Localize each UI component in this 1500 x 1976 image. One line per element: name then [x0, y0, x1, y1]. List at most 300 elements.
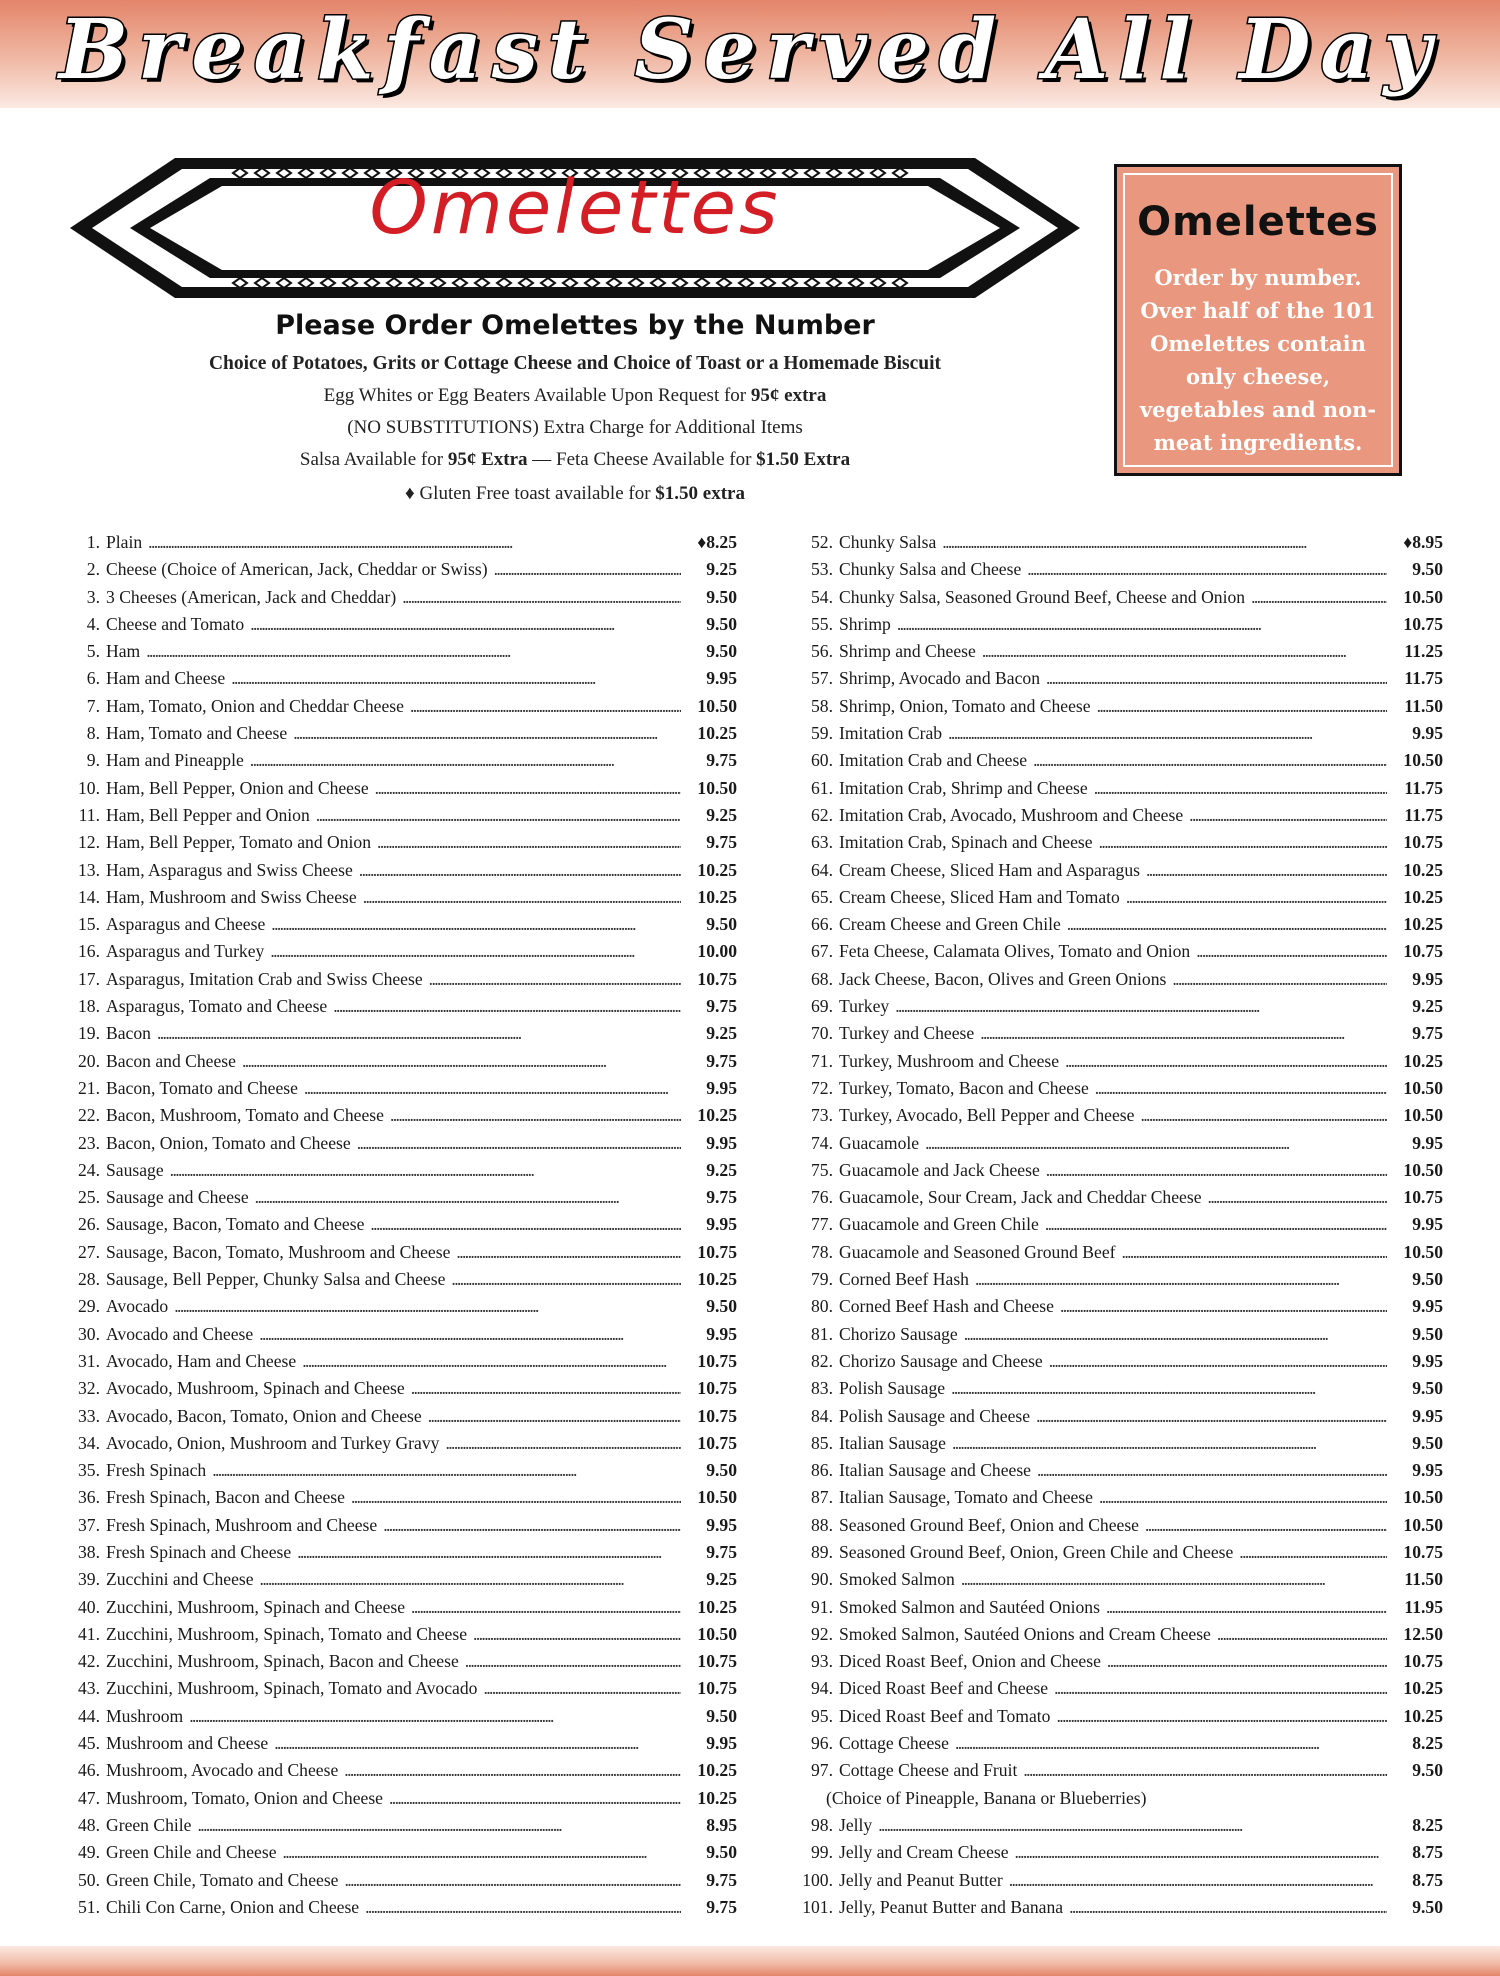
menu-item — [45, 911, 737, 938]
dot-leader — [897, 611, 1387, 638]
dot-leader — [483, 1675, 681, 1702]
item-price: 11.75 — [1404, 804, 1443, 825]
item-price: ♦8.25 — [697, 532, 737, 552]
menu-item — [45, 720, 737, 747]
item-number: 86. — [811, 1460, 833, 1481]
menu-item — [45, 1184, 737, 1211]
menu-item — [45, 747, 737, 774]
menu-item — [778, 1020, 1443, 1047]
item-name: Cheese (Choice of American, Jack, Cheddar or Swiss) — [106, 559, 488, 580]
egg-whites-note: Egg Whites or Egg Beaters Available Upon Request for 95¢ extra — [323, 385, 827, 406]
item-number: 76. — [811, 1187, 833, 1208]
item-price: 10.75 — [697, 1678, 737, 1699]
menu-item — [45, 1648, 737, 1675]
menu-item — [45, 1867, 737, 1894]
dot-leader — [1099, 1484, 1387, 1511]
item-name: Bacon, Tomato and Cheese — [106, 1077, 298, 1098]
item-name: Seasoned Ground Beef, Onion and Cheese — [839, 1514, 1139, 1535]
dot-leader — [1094, 775, 1387, 802]
menu-item — [778, 665, 1443, 692]
item-price: 10.75 — [697, 1432, 737, 1453]
menu-item — [45, 665, 737, 692]
item-name: Bacon, Onion, Tomato and Cheese — [106, 1132, 351, 1153]
item-name: Shrimp — [839, 613, 891, 634]
item-number: 11. — [78, 804, 100, 825]
item-name: Asparagus, Imitation Crab and Swiss Cheese — [106, 968, 423, 989]
item-name: Turkey, Avocado, Bell Pepper and Cheese — [839, 1105, 1135, 1126]
dot-leader — [255, 1184, 681, 1211]
item-name: (Choice of Pineapple, Banana or Blueberries) — [826, 1787, 1147, 1808]
item-number: 8. — [86, 723, 100, 744]
item-name: Jack Cheese, Bacon, Olives and Green Onions — [839, 968, 1167, 989]
item-number: 6. — [86, 668, 100, 689]
menu-item — [45, 1075, 737, 1102]
dot-leader — [1189, 802, 1387, 829]
item-number: 2. — [86, 559, 100, 580]
menu-item — [45, 1348, 737, 1375]
item-number: 7. — [86, 695, 100, 716]
item-price: 10.25 — [1403, 914, 1443, 935]
item-name: Cottage Cheese and Fruit — [839, 1760, 1018, 1781]
item-number: 44. — [78, 1705, 100, 1726]
item-number: 75. — [811, 1159, 833, 1180]
item-number: 92. — [811, 1623, 833, 1644]
dot-leader — [146, 638, 681, 665]
item-number: 12. — [78, 832, 100, 853]
menu-item — [45, 1266, 737, 1293]
dot-leader — [955, 1730, 1387, 1757]
item-price: 9.50 — [1412, 1896, 1443, 1917]
menu-item — [45, 1102, 737, 1129]
menu-item — [45, 584, 737, 611]
item-number: 34. — [78, 1432, 100, 1453]
gluten-free-note: ♦ Gluten Free toast available for $1.50 extra — [405, 483, 745, 504]
item-price: 9.50 — [706, 1460, 737, 1481]
item-name: Chili Con Carne, Onion and Cheese — [106, 1896, 360, 1917]
menu-item — [45, 884, 737, 911]
item-number: 69. — [811, 996, 833, 1017]
item-name: Sausage, Bacon, Tomato and Cheese — [106, 1214, 365, 1235]
item-number: 64. — [811, 859, 833, 880]
menu-item — [778, 1293, 1443, 1320]
item-price: 10.50 — [1403, 1514, 1443, 1535]
item-price: 9.75 — [706, 1541, 737, 1562]
dot-leader — [1015, 1839, 1387, 1866]
menu-item — [45, 1785, 737, 1812]
item-price: 9.95 — [1412, 1460, 1443, 1481]
item-name: Plain — [106, 532, 143, 552]
item-number: 40. — [78, 1596, 100, 1617]
item-number: 1. — [86, 532, 100, 552]
item-number: 33. — [78, 1405, 100, 1426]
item-name: Polish Sausage and Cheese — [839, 1405, 1031, 1426]
item-name: Turkey — [839, 996, 890, 1017]
item-number: 67. — [811, 941, 833, 962]
item-price: 9.50 — [1412, 559, 1443, 580]
dot-leader — [942, 529, 1387, 556]
item-name: Zucchini, Mushroom, Spinach, Tomato and Avocado — [106, 1678, 478, 1699]
item-name: Sausage — [106, 1159, 164, 1180]
dot-leader — [271, 911, 681, 938]
item-name: Ham, Tomato and Cheese — [106, 723, 288, 744]
menu-item — [778, 638, 1443, 665]
item-number: 37. — [78, 1514, 100, 1535]
menu-item — [45, 1048, 737, 1075]
item-number: 22. — [78, 1105, 100, 1126]
item-price: 9.50 — [706, 914, 737, 935]
menu-item — [778, 1703, 1443, 1730]
menu-item — [778, 693, 1443, 720]
item-name: Cottage Cheese — [839, 1733, 949, 1754]
dot-leader — [250, 611, 681, 638]
item-price: 9.50 — [1412, 1269, 1443, 1290]
item-name: Cream Cheese, Sliced Ham and Tomato — [839, 886, 1120, 907]
menu-item — [778, 1621, 1443, 1648]
item-price: 10.25 — [1403, 1050, 1443, 1071]
item-price: 9.25 — [706, 1159, 737, 1180]
menu-item — [45, 1730, 737, 1757]
item-name: Ham, Bell Pepper, Tomato and Onion — [106, 832, 372, 853]
item-number: 50. — [78, 1869, 100, 1890]
item-price: 10.00 — [697, 941, 737, 962]
item-name: Imitation Crab, Spinach and Cheese — [839, 832, 1093, 853]
dot-leader — [1045, 1211, 1387, 1238]
item-number: 52. — [811, 532, 833, 552]
item-number: 10. — [78, 777, 100, 798]
menu-item — [778, 1075, 1443, 1102]
menu-item — [778, 993, 1443, 1020]
item-number: 53. — [811, 559, 833, 580]
menu-item — [778, 829, 1443, 856]
item-price: 10.25 — [697, 723, 737, 744]
item-price: 10.25 — [697, 859, 737, 880]
item-name: Italian Sausage and Cheese — [839, 1460, 1031, 1481]
dot-leader — [304, 1075, 681, 1102]
item-number: 57. — [811, 668, 833, 689]
item-price: 9.50 — [1412, 1378, 1443, 1399]
item-number: 89. — [811, 1541, 833, 1562]
item-price: 9.50 — [1412, 1323, 1443, 1344]
item-name: Imitation Crab and Cheese — [839, 750, 1028, 771]
item-price: 9.95 — [1412, 968, 1443, 989]
menu-item — [45, 529, 737, 556]
item-number: 5. — [86, 641, 100, 662]
item-name: Diced Roast Beef and Cheese — [839, 1678, 1049, 1699]
item-number: 91. — [811, 1596, 833, 1617]
menu-item — [778, 857, 1443, 884]
item-name: Ham, Bell Pepper and Onion — [106, 804, 310, 825]
menu-item — [778, 1102, 1443, 1129]
menu-item — [45, 1894, 737, 1921]
item-number: 70. — [811, 1023, 833, 1044]
menu-item — [45, 1812, 737, 1839]
item-price: 9.75 — [706, 1896, 737, 1917]
menu-column-left — [45, 529, 737, 1921]
menu-item — [778, 1894, 1443, 1921]
item-price: 9.95 — [1412, 723, 1443, 744]
item-number: 94. — [811, 1678, 833, 1699]
dot-leader — [1046, 1157, 1387, 1184]
item-name: Guacamole and Green Chile — [839, 1214, 1039, 1235]
item-price: 10.50 — [1403, 750, 1443, 771]
item-number: 54. — [811, 586, 833, 607]
dot-leader — [1251, 584, 1387, 611]
item-name: Ham, Mushroom and Swiss Cheese — [106, 886, 357, 907]
item-price: 9.95 — [1412, 1296, 1443, 1317]
menu-item — [45, 1457, 737, 1484]
item-number: 17. — [78, 968, 100, 989]
item-name: Seasoned Ground Beef, Onion, Green Chile and Cheese — [839, 1541, 1234, 1562]
menu-item — [45, 857, 737, 884]
item-name: Zucchini, Mushroom, Spinach and Cheese — [106, 1596, 406, 1617]
item-number: 35. — [78, 1460, 100, 1481]
item-name: Sausage and Cheese — [106, 1187, 249, 1208]
item-price: 10.50 — [1403, 586, 1443, 607]
item-name: Guacamole and Seasoned Ground Beef — [839, 1241, 1116, 1262]
menu-item — [778, 1266, 1443, 1293]
item-price: 11.75 — [1404, 668, 1443, 689]
dot-leader — [1067, 911, 1387, 938]
item-number: 39. — [78, 1569, 100, 1590]
dot-leader — [1056, 1703, 1387, 1730]
menu-item — [778, 1375, 1443, 1402]
item-price: 9.50 — [1412, 1760, 1443, 1781]
item-number: 80. — [811, 1296, 833, 1317]
item-number: 72. — [811, 1077, 833, 1098]
item-name: Chunky Salsa, Seasoned Ground Beef, Cheese and Onion — [839, 586, 1246, 607]
item-price: 9.95 — [706, 1132, 737, 1153]
item-price: 10.25 — [697, 1105, 737, 1126]
item-number: 59. — [811, 723, 833, 744]
item-number: 4. — [86, 613, 100, 634]
menu-item — [45, 1484, 737, 1511]
menu-item — [45, 938, 737, 965]
item-name: Fresh Spinach — [106, 1460, 207, 1481]
dot-leader — [333, 993, 681, 1020]
dot-leader — [952, 1430, 1387, 1457]
dot-leader — [494, 556, 681, 583]
item-name: Green Chile — [106, 1814, 192, 1835]
item-number: 26. — [78, 1214, 100, 1235]
menu-item — [778, 1812, 1443, 1839]
dot-leader — [1122, 1239, 1387, 1266]
item-price: 10.50 — [1403, 1105, 1443, 1126]
menu-item — [45, 611, 737, 638]
dot-leader — [1036, 1403, 1387, 1430]
dot-leader — [1239, 1539, 1387, 1566]
dot-leader — [375, 775, 681, 802]
dot-leader — [428, 1403, 681, 1430]
menu-item — [778, 1048, 1443, 1075]
item-name: Mushroom — [106, 1705, 184, 1726]
item-name: Green Chile, Tomato and Cheese — [106, 1869, 339, 1890]
item-name: Guacamole, Sour Cream, Jack and Cheddar Cheese — [839, 1187, 1202, 1208]
menu-item — [778, 911, 1443, 938]
menu-item — [778, 1321, 1443, 1348]
item-number: 55. — [811, 613, 833, 634]
item-number: 84. — [811, 1405, 833, 1426]
dot-leader — [465, 1648, 681, 1675]
item-number: 16. — [78, 941, 100, 962]
dot-leader — [1208, 1184, 1387, 1211]
item-name: Zucchini and Cheese — [106, 1569, 254, 1590]
dot-leader — [1146, 857, 1387, 884]
dot-leader — [925, 1130, 1387, 1157]
menu-item — [45, 1157, 737, 1184]
item-name: Fresh Spinach, Bacon and Cheese — [106, 1487, 345, 1508]
menu-item — [45, 1321, 737, 1348]
item-price: 8.75 — [1412, 1842, 1443, 1863]
dot-leader — [1097, 693, 1387, 720]
dot-leader — [402, 584, 681, 611]
dot-leader — [231, 665, 681, 692]
item-price: 10.50 — [697, 777, 737, 798]
dot-leader — [951, 1375, 1387, 1402]
item-price: 9.95 — [1412, 1132, 1443, 1153]
item-price: 9.50 — [706, 613, 737, 634]
item-name: Cream Cheese, Sliced Ham and Asparagus — [839, 859, 1140, 880]
item-name: Sausage, Bacon, Tomato, Mushroom and Cheese — [106, 1241, 451, 1262]
item-price: 12.50 — [1403, 1623, 1443, 1644]
dot-leader — [344, 1757, 681, 1784]
menu-item — [778, 556, 1443, 583]
item-number: 23. — [78, 1132, 100, 1153]
dot-leader — [411, 1594, 681, 1621]
item-name: Chorizo Sausage and Cheese — [839, 1350, 1043, 1371]
item-name: Cream Cheese and Green Chile — [839, 914, 1061, 935]
item-number: 9. — [86, 750, 100, 771]
dot-leader — [259, 1321, 681, 1348]
item-name: Guacamole and Jack Cheese — [839, 1159, 1040, 1180]
dot-leader — [1027, 556, 1387, 583]
menu-item — [45, 1211, 737, 1238]
item-price: 10.75 — [1403, 1651, 1443, 1672]
dot-leader — [316, 802, 681, 829]
item-name: Chorizo Sausage — [839, 1323, 958, 1344]
menu-column-right — [778, 529, 1443, 1921]
menu-item — [778, 775, 1443, 802]
item-name: Smoked Salmon and Sautéed Onions — [839, 1596, 1100, 1617]
item-number: 30. — [78, 1323, 100, 1344]
section-title: Omelettes — [369, 165, 781, 251]
dot-leader — [365, 1894, 681, 1921]
banner-title: Breakfast Served All Day — [58, 2, 1442, 98]
item-number: 41. — [78, 1623, 100, 1644]
item-name: Ham — [106, 641, 141, 662]
dot-leader — [389, 1785, 681, 1812]
item-number: 36. — [78, 1487, 100, 1508]
item-name: Italian Sausage — [839, 1432, 946, 1453]
item-price: 9.95 — [706, 668, 737, 689]
item-name: Jelly — [839, 1814, 873, 1835]
dot-leader — [270, 938, 681, 965]
item-name: Ham and Cheese — [106, 668, 226, 689]
dot-leader — [1009, 1867, 1387, 1894]
item-price: 9.75 — [706, 996, 737, 1017]
item-price: 10.25 — [697, 1760, 737, 1781]
menu-item — [778, 1184, 1443, 1211]
dot-leader — [1054, 1675, 1387, 1702]
item-price: 8.75 — [1412, 1869, 1443, 1890]
item-number: 68. — [811, 968, 833, 989]
item-price: 11.95 — [1404, 1596, 1443, 1617]
item-number: 82. — [811, 1350, 833, 1371]
item-price: 10.25 — [1403, 859, 1443, 880]
dot-leader — [357, 1130, 681, 1157]
menu-item — [45, 1839, 737, 1866]
item-price: 10.50 — [1403, 1241, 1443, 1262]
menu-item — [45, 1020, 737, 1047]
item-number: 45. — [78, 1733, 100, 1754]
menu-item — [45, 693, 737, 720]
menu-item — [778, 529, 1443, 556]
item-price: 9.95 — [706, 1323, 737, 1344]
item-price: 11.75 — [1404, 777, 1443, 798]
menu-item — [45, 1621, 737, 1648]
dot-leader — [274, 1730, 681, 1757]
item-price: 11.50 — [1404, 1569, 1443, 1590]
item-number: 3. — [86, 586, 100, 607]
dot-leader — [383, 1512, 681, 1539]
dot-leader — [359, 857, 681, 884]
item-price: 8.25 — [1412, 1814, 1443, 1835]
item-number: 83. — [811, 1378, 833, 1399]
item-number: 51. — [78, 1896, 100, 1917]
item-name: Jelly and Peanut Butter — [839, 1869, 1003, 1890]
item-price: 11.25 — [1404, 641, 1443, 662]
order-instructions-heading: Please Order Omelettes by the Number — [275, 310, 875, 341]
dot-leader — [982, 638, 1387, 665]
menu-item — [45, 638, 737, 665]
item-price: 9.25 — [706, 804, 737, 825]
dot-leader — [170, 1157, 681, 1184]
menu-item — [778, 1403, 1443, 1430]
dot-leader — [297, 1539, 681, 1566]
item-name: Imitation Crab — [839, 723, 943, 744]
item-number: 61. — [811, 777, 833, 798]
item-price: 10.25 — [697, 1269, 737, 1290]
dot-leader — [1217, 1621, 1387, 1648]
dot-leader — [198, 1812, 682, 1839]
menu-item — [778, 884, 1443, 911]
item-number: 66. — [811, 914, 833, 935]
diamond-icon: ♦ — [405, 483, 415, 504]
info-box-title: Omelettes — [1137, 199, 1379, 245]
item-number: 90. — [811, 1569, 833, 1590]
item-price: 9.95 — [706, 1514, 737, 1535]
dot-leader — [1037, 1457, 1387, 1484]
item-name: Bacon — [106, 1023, 151, 1044]
item-price: 9.50 — [706, 1296, 737, 1317]
item-name: Fresh Spinach and Cheese — [106, 1541, 292, 1562]
menu-item — [45, 1403, 737, 1430]
item-name: Shrimp, Onion, Tomato and Cheese — [839, 695, 1091, 716]
item-name: Smoked Salmon, Sautéed Onions and Cream Cheese — [839, 1623, 1211, 1644]
menu-item — [45, 829, 737, 856]
dot-leader — [189, 1703, 681, 1730]
item-name: Italian Sausage, Tomato and Cheese — [839, 1487, 1093, 1508]
dot-leader — [283, 1839, 682, 1866]
item-number: 20. — [78, 1050, 100, 1071]
item-number: 79. — [811, 1269, 833, 1290]
item-name: Corned Beef Hash and Cheese — [839, 1296, 1054, 1317]
dot-leader — [1126, 884, 1387, 911]
item-number: 19. — [78, 1023, 100, 1044]
menu-item — [45, 1539, 737, 1566]
menu-item — [778, 584, 1443, 611]
item-price: 9.75 — [706, 1869, 737, 1890]
dot-leader — [260, 1566, 681, 1593]
